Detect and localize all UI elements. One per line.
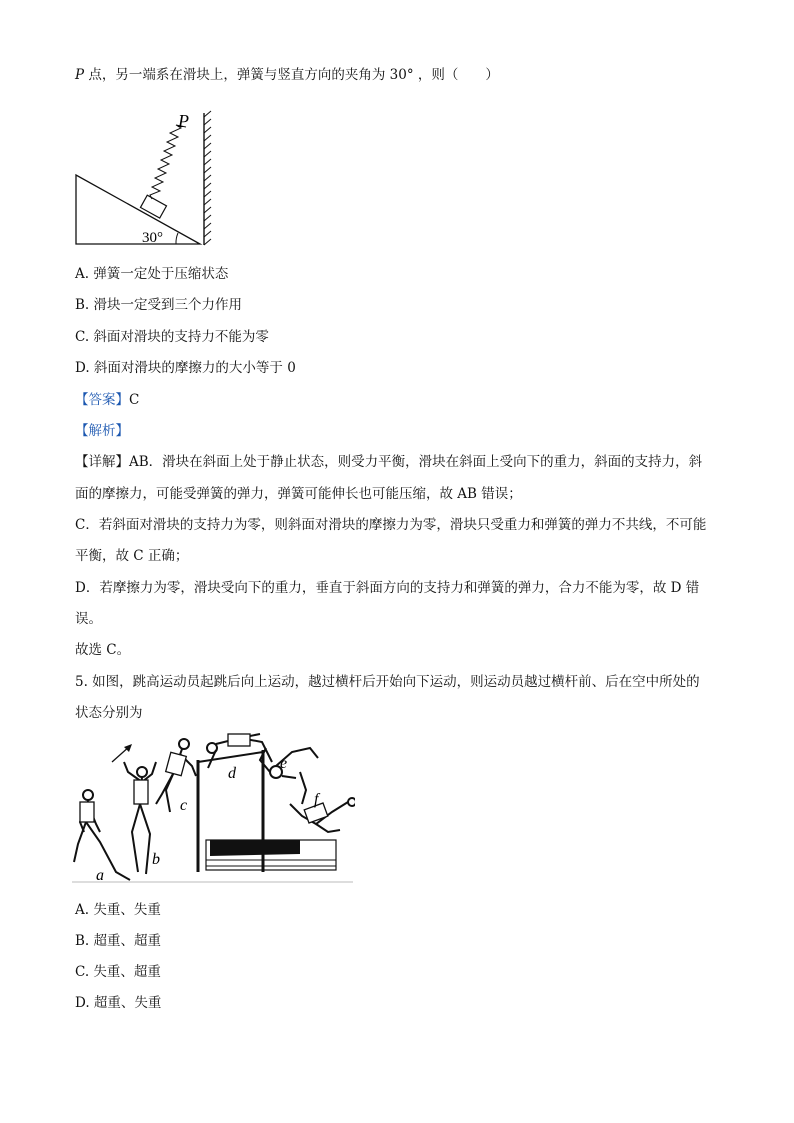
q4-stem (75, 66, 499, 84)
answer-tag: 【答案】 (75, 392, 129, 408)
q5-option-d: D. 超重、失重 (75, 995, 162, 1011)
q5-option-b: B. 超重、超重 (75, 933, 162, 949)
label-b: b (152, 851, 160, 868)
detail-tag: 【详解】 (75, 454, 129, 470)
answer-line (75, 391, 139, 409)
high-jump-figure (70, 732, 355, 884)
q4-stem-text: 点，另一端系在滑块上，弹簧与竖直方向的夹角为 30° ，则（ ） (84, 67, 499, 83)
label-a: a (96, 867, 104, 884)
q4-option-b: B. 滑块一定受到三个力作用 (75, 297, 243, 313)
detail-line-3: C．若斜面对滑块的支持力为零，则斜面对滑块的摩擦力为零，滑块只受重力和弹簧的弹力不共线，不可能 (75, 517, 707, 533)
label-d: d (228, 765, 236, 782)
q5-option-a: A. 失重、失重 (75, 902, 161, 918)
detail-line-6: 误。 (75, 611, 102, 627)
incline-spring-figure (70, 105, 220, 250)
q4-option-c: C. 斜面对滑块的支持力不能为零 (75, 329, 269, 345)
detail-text-1: AB．滑块在斜面上处于静止状态，则受力平衡，滑块在斜面上受向下的重力，斜面的支持力，斜 (129, 454, 703, 470)
answer-value: C (129, 392, 140, 408)
q4-option-d: D. 斜面对滑块的摩擦力的大小等于 0 (75, 360, 296, 376)
point-p-label: P (178, 111, 189, 131)
analysis-tag: 【解析】 (75, 423, 129, 439)
detail-line-1 (75, 453, 702, 471)
label-c: c (180, 797, 188, 814)
q5-stem-line-2: 状态分别为 (75, 705, 143, 721)
q4-option-a: A. 弹簧一定处于压缩状态 (75, 266, 229, 282)
q5-option-c: C. 失重、超重 (75, 964, 161, 980)
detail-line-4: 平衡，故 C 正确； (75, 548, 189, 564)
angle-label: 30° (142, 230, 163, 246)
detail-line-2: 面的摩擦力，可能受弹簧的弹力，弹簧可能伸长也可能压缩，故 AB 错误； (75, 486, 522, 502)
label-f: f (314, 791, 319, 808)
q5-stem-line-1: 5. 如图，跳高运动员起跳后向上运动，越过横杆后开始向下运动，则运动员越过横杆前、后在空中所处的 (75, 674, 700, 690)
conclusion-line: 故选 C。 (75, 642, 131, 658)
detail-line-5: D．若摩擦力为零，滑块受向下的重力，垂直于斜面方向的支持力和弹簧的弹力，合力不能为零，故 D 错 (75, 580, 700, 596)
label-e: e (280, 755, 288, 772)
q4-stem-point: P (75, 67, 85, 83)
